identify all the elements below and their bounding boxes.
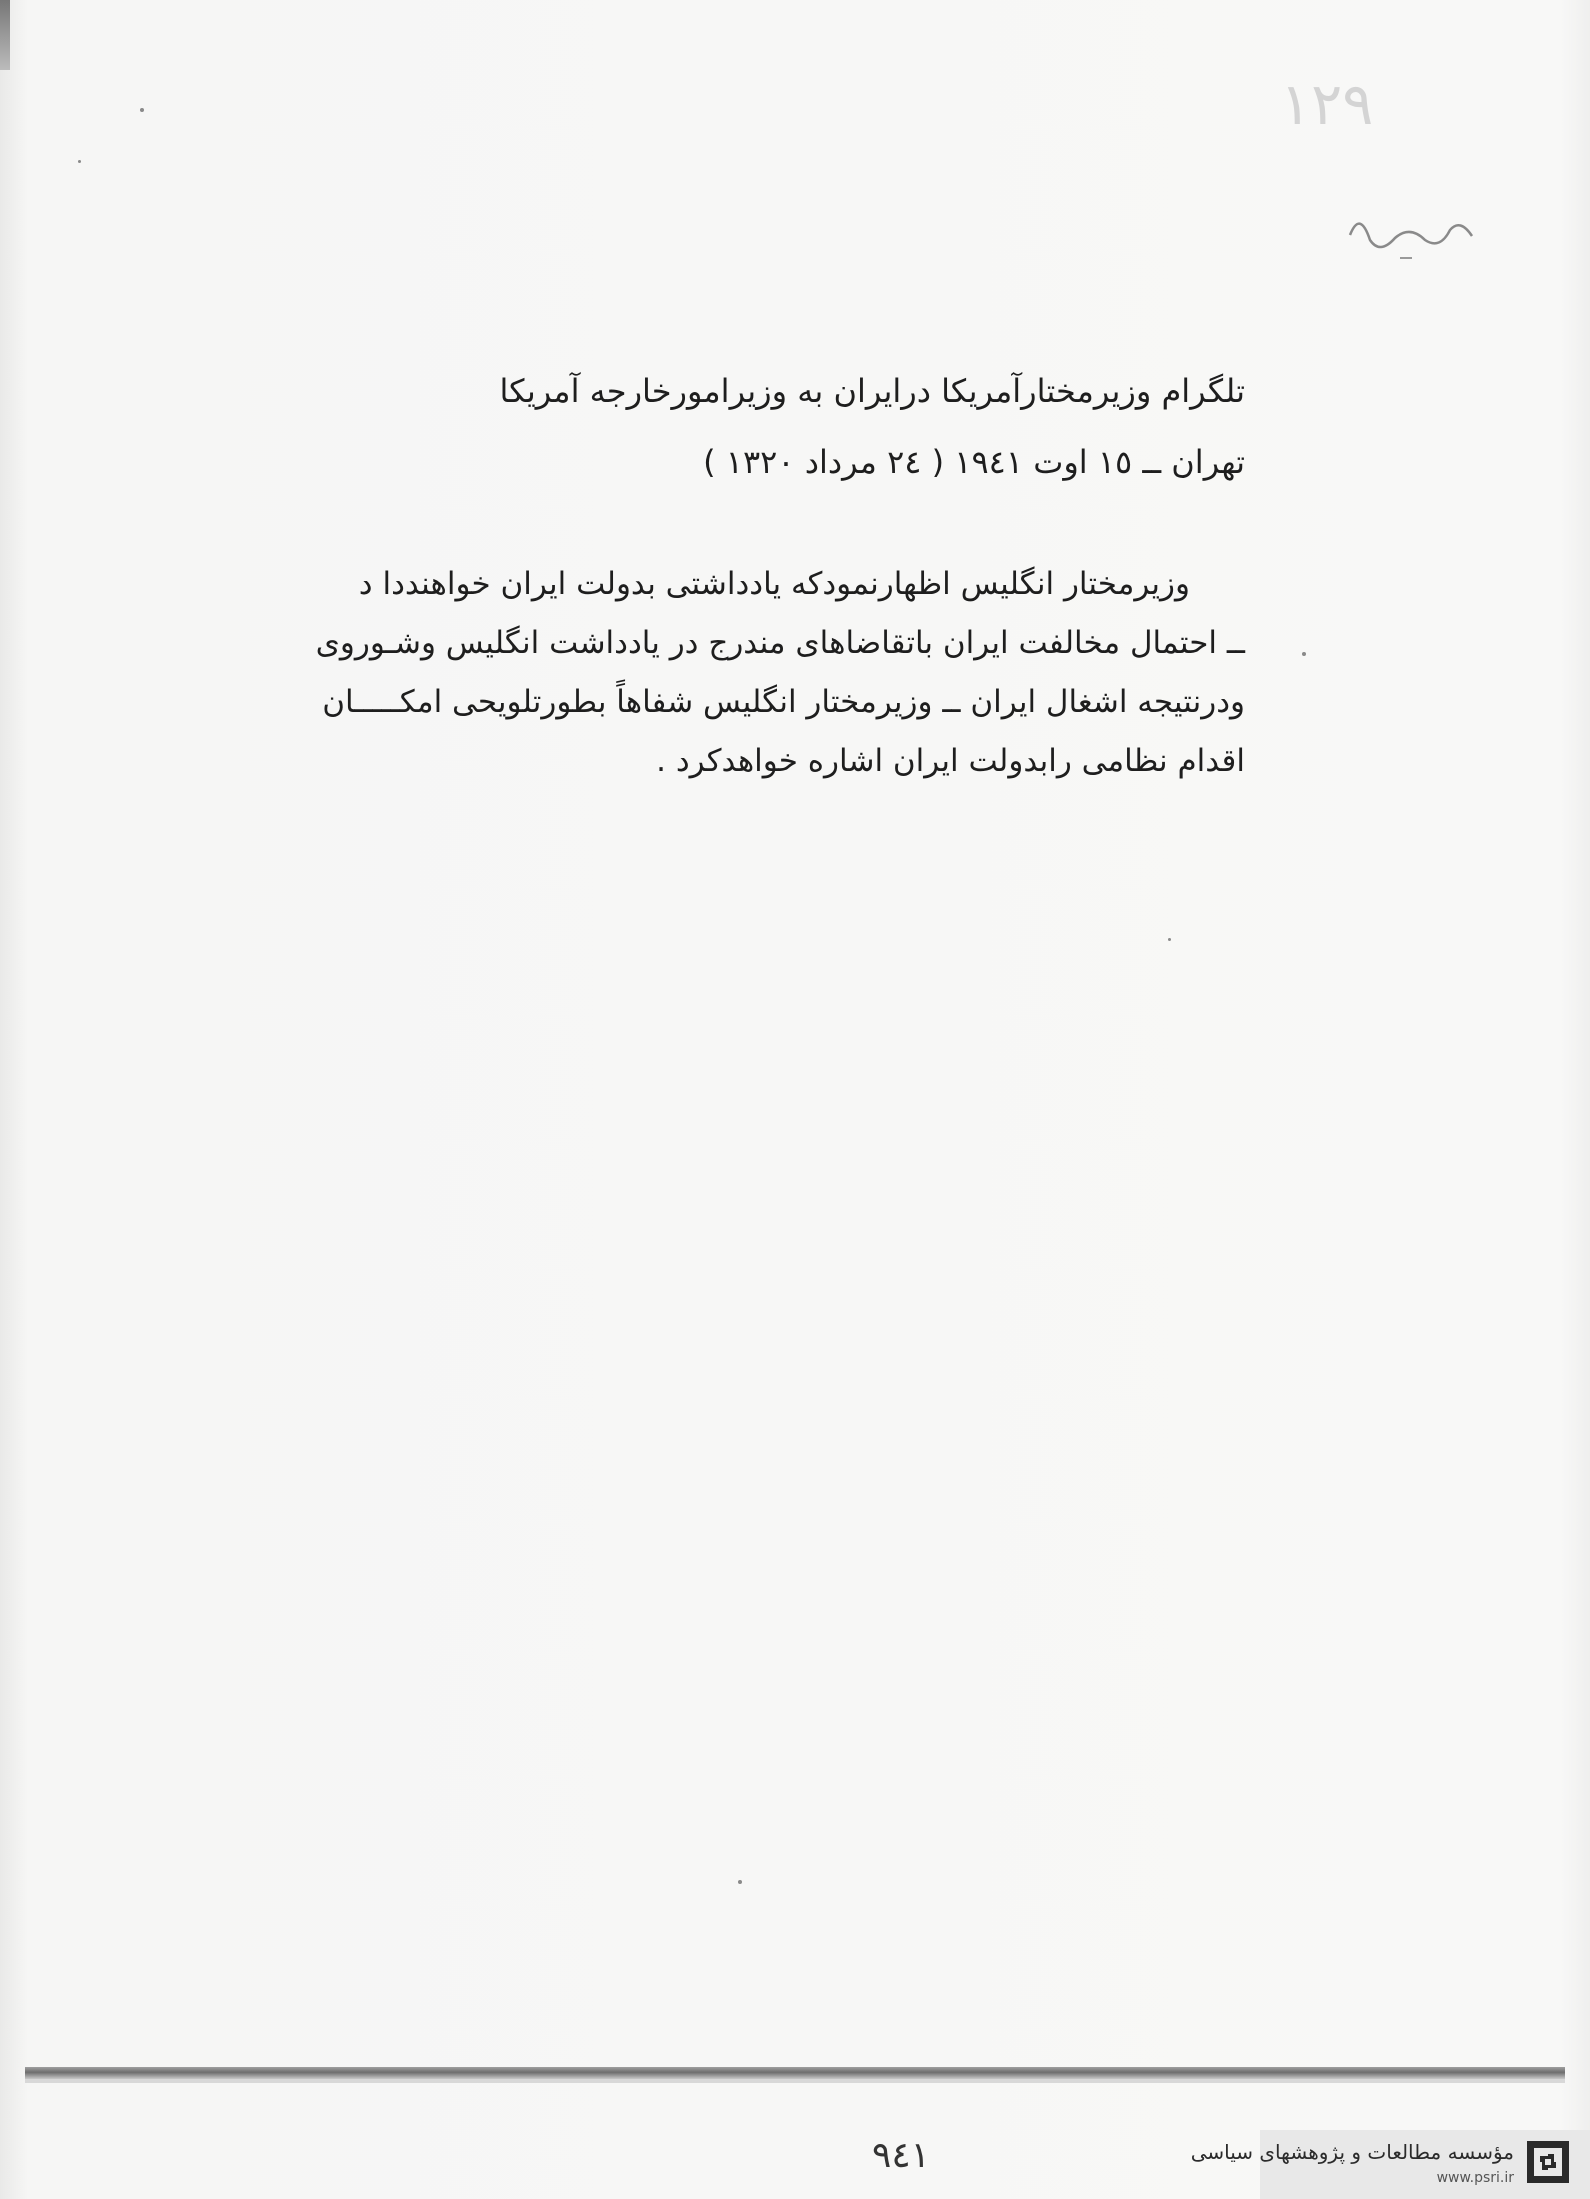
page-number: ٩٤١ xyxy=(872,2135,931,2176)
body-line: اقدام نظامی رابدولت ایران اشاره خواهدکرد . xyxy=(656,743,1245,779)
body-line: ودرنتیجه اشغال ایران ــ وزیرمختار انگلیس شفاهاً بطورتلویحی امکـــــان xyxy=(322,684,1245,720)
watermark-title: مؤسسه مطالعات و پژوهشهای سیاسی xyxy=(1190,2140,1514,2164)
bottom-border-rule xyxy=(25,2067,1565,2079)
bottom-border-shadow xyxy=(25,2079,1565,2083)
scan-speck xyxy=(738,1880,742,1884)
body-line: وزیرمختار انگلیس اظهارنمودکه یادداشتی بدولت ایران خواهنددا د xyxy=(358,566,1190,602)
archive-number: ۱۲۹ xyxy=(1280,70,1374,138)
body-line: ــ احتمال مخالفت ایران باتقاضاهای مندرج در یادداشت انگلیس وشـوروی xyxy=(315,625,1245,661)
telegram-title: تلگرام وزیرمختارآمریکا درایران به وزیرامورخارجه آمریکا xyxy=(499,372,1245,410)
telegram-date-line: تهران ــ ١٥ اوت ١٩٤١ ( ٢٤ مرداد ١٣٢٠ ) xyxy=(703,443,1245,481)
handwritten-mark-icon xyxy=(1340,200,1490,270)
watermark-url: www.psri.ir xyxy=(1436,2170,1514,2186)
scan-speck xyxy=(78,160,81,163)
scan-speck xyxy=(140,108,144,112)
scan-speck xyxy=(1168,938,1171,941)
scan-edge-shadow xyxy=(0,0,10,70)
psri-logo-icon xyxy=(1526,2140,1570,2184)
scan-speck xyxy=(1302,652,1306,656)
telegram-body xyxy=(245,555,1245,791)
